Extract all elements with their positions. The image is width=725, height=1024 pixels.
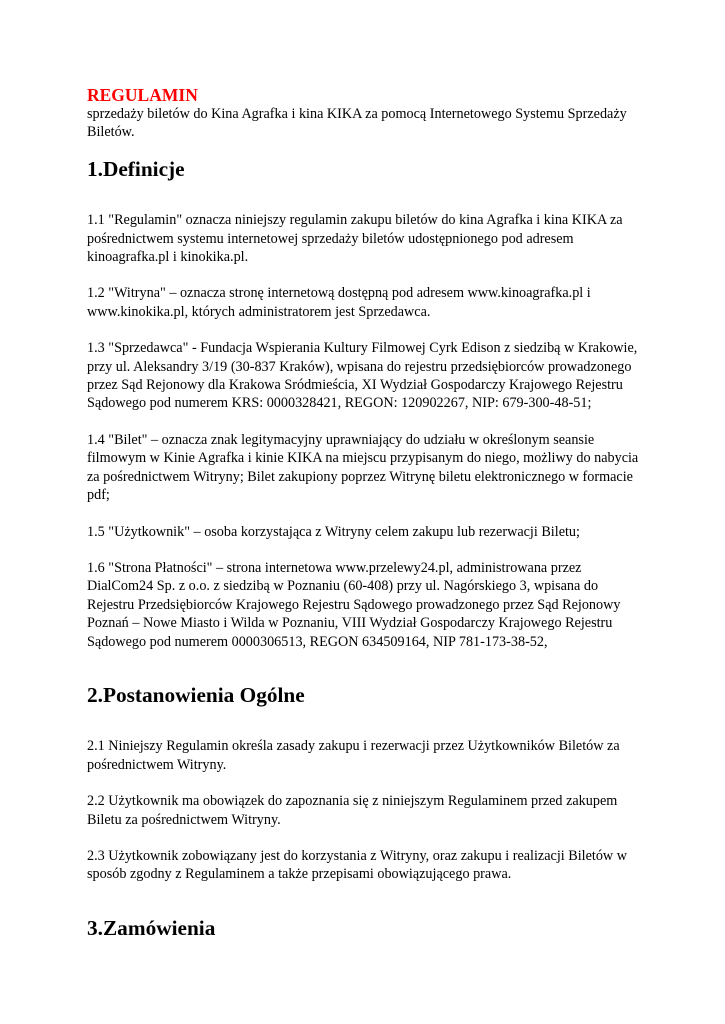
section-heading-general-provisions: 2.Postanowienia Ogólne bbox=[87, 682, 305, 707]
document-title: REGULAMIN bbox=[87, 85, 198, 105]
paragraph-2-3: 2.3 Użytkownik zobowiązany jest do korzystania z Witryny, oraz zakupu i realizacji Biletów w sposób zgodny z Regulaminem a także przepisami obowiązującego prawa. bbox=[87, 847, 627, 883]
document-subtitle: sprzedaży biletów do Kina Agrafka i kina KIKA za pomocą Internetowego Systemu Sprzedaży Biletów. bbox=[87, 106, 627, 141]
document-page bbox=[87, 85, 647, 940]
paragraph-1-5: 1.5 "Użytkownik" – osoba korzystająca z Witryny celem zakupu lub rezerwacji Biletu; bbox=[87, 523, 580, 540]
paragraph-1-2: 1.2 "Witryna" – oznacza stronę internetową dostępną pod adresem www.kinoagrafka.pl i www.kinokika.pl, których administratorem jest Sprzedawca. bbox=[87, 285, 591, 320]
section-heading-orders: 3.Zamówienia bbox=[87, 915, 216, 940]
paragraph-1-3: 1.3 "Sprzedawca" - Fundacja Wspierania Kultury Filmowej Cyrk Edison z siedzibą w Krakowie, przy ul. Aleksandry 3/19 (30-837 Kraków), wpisana do rejestru przedsiębiorców prowadzonego przez Sąd Rejonowy dla Krakowa Sródmieścia, XI Wydział Gospodarczy Krajowego Rejestru Sądowego pod numerem KRS: 0000328421, REGON: 120902267, NIP: 679-300-48-51; bbox=[87, 340, 638, 412]
section-heading-definitions: 1.Definicje bbox=[87, 156, 185, 181]
paragraph-1-4: 1.4 "Bilet" – oznacza znak legitymacyjny uprawniający do udziału w określonym seansie filmowym w Kinie Agrafka i kinie KIKA na miejscu przypisanym do niego, możliwy do nabycia za pośrednictwem Witryny; Bilet zakupiony poprzez Witrynę biletu elektronicznego w formacie pdf; bbox=[87, 431, 639, 504]
paragraph-2-2: 2.2 Użytkownik ma obowiązek do zapoznania się z niniejszym Regulaminem przed zakupem Biletu za pośrednictwem Witryny. bbox=[87, 793, 618, 828]
paragraph-2-1: 2.1 Niniejszy Regulamin określa zasady zakupu i rezerwacji przez Użytkowników Biletów za pośrednictwem Witryny. bbox=[87, 738, 620, 773]
paragraph-1-1: 1.1 "Regulamin" oznacza niniejszy regulamin zakupu biletów do kina Agrafka i kina KIKA za pośrednictwem systemu internetowej sprzedaży biletów udostępnionego pod adresem kinoagrafka.pl i kinokika.pl. bbox=[87, 212, 623, 266]
paragraph-1-6: 1.6 "Strona Płatności" – strona internetowa www.przelewy24.pl, administrowana przez DialCom24 Sp. z o.o. z siedzibą w Poznaniu (60-408) przy ul. Nagórskiego 3, wpisana do Rejestru Przedsiębiorców Krajowego Rejestru Sądowego prowadzonego przez Sąd Rejonowy Poznań – Nowe Miasto i Wilda w Poznaniu, VIII Wydział Gospodarczy Krajowego Rejestru Sądowego pod numerem 0000306513, REGON 634509164, NIP 781-173-38-52, bbox=[87, 559, 621, 650]
